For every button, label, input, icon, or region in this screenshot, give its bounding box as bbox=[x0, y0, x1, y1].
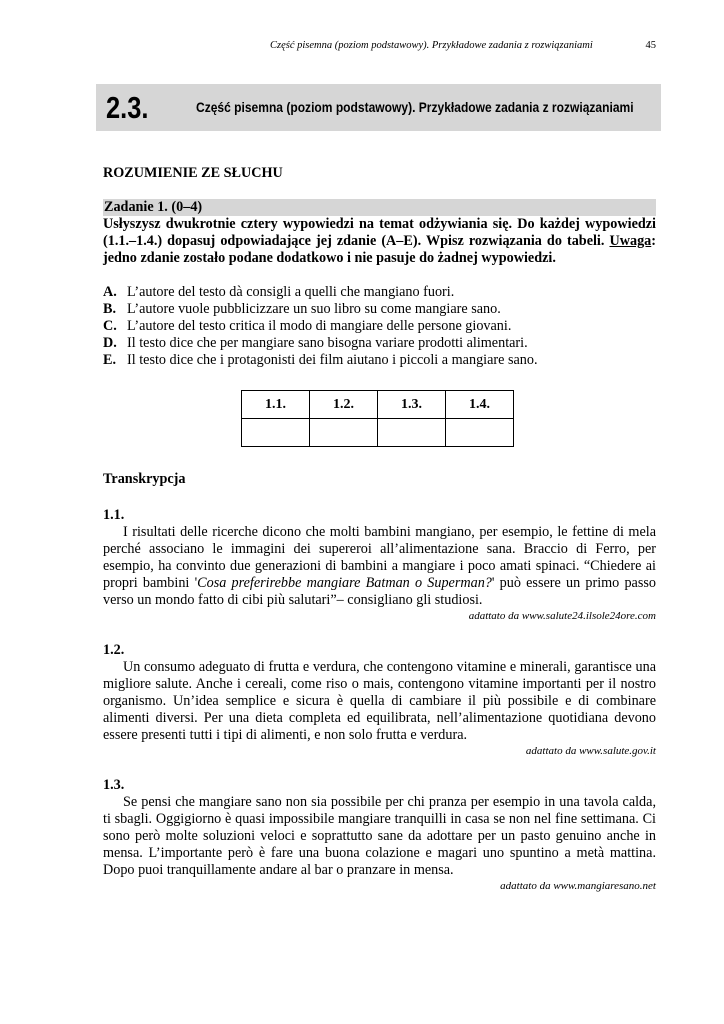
instruction-part-2: : jedno zdanie zostało podane dodatkowo i nie pasuje do żadnej wypowiedzi. bbox=[103, 233, 656, 266]
answer-cell-1-1[interactable] bbox=[242, 419, 310, 447]
option-item bbox=[103, 318, 656, 335]
answer-table-header: 1.3. bbox=[378, 391, 446, 419]
running-header bbox=[270, 40, 656, 51]
task-instructions bbox=[103, 216, 656, 267]
answer-options bbox=[103, 284, 656, 369]
option-text: L’autore del testo critica il modo di mangiare delle persone giovani. bbox=[127, 318, 512, 334]
answer-cell-1-3[interactable] bbox=[378, 419, 446, 447]
option-letter: E. bbox=[103, 352, 117, 368]
option-text: L’autore vuole pubblicizzare un suo libro su come mangiare sano. bbox=[127, 301, 501, 317]
option-item bbox=[103, 335, 656, 352]
option-item bbox=[103, 352, 656, 369]
transcript-number: 1.2. bbox=[103, 642, 125, 658]
transcript-text bbox=[103, 524, 656, 609]
section-heading: ROZUMIENIE ZE SŁUCHU bbox=[103, 165, 283, 181]
option-text: Il testo dice che i protagonisti dei film aiutano i piccoli a mangiare sano. bbox=[127, 352, 538, 368]
uwaga-label: Uwaga bbox=[609, 233, 652, 249]
task-title: Zadanie 1. (0–4) bbox=[103, 199, 656, 216]
running-title: Część pisemna (poziom podstawowy). Przykładowe zadania z rozwiązaniami bbox=[270, 40, 593, 51]
answer-table-input-row bbox=[242, 419, 514, 447]
transcript-block bbox=[103, 642, 656, 758]
answer-table-header: 1.4. bbox=[446, 391, 514, 419]
transcript-source: adattato da www.salute.gov.it bbox=[525, 745, 656, 757]
transcript-number: 1.3. bbox=[103, 777, 125, 793]
page-number: 45 bbox=[645, 40, 656, 51]
transcript-number: 1.1. bbox=[103, 507, 125, 523]
answer-cell-1-4[interactable] bbox=[446, 419, 514, 447]
transcript-text: Un consumo adeguato di frutta e verdura, che contengono vitamine e minerali, garantisce una migliore salute. Anche i cereali, come riso o mais, contengono vitamine importanti per il nostro organismo. Un’idea semplice e sicura è quella di cambiare il più possibile e di combinare alimenti diversi. Per una dieta completa ed equilibrata, nell’alimentazione quotidiana devono essere presenti tutti i tipi di alimenti, e non solo frutta e verdura. bbox=[103, 659, 656, 743]
section-title: Część pisemna (poziom podstawowy). Przykładowe zadania z rozwiązaniami bbox=[196, 99, 634, 115]
answer-cell-1-2[interactable] bbox=[310, 419, 378, 447]
option-text: Il testo dice che per mangiare sano bisogna variare prodotti alimentari. bbox=[127, 335, 528, 351]
option-letter: C. bbox=[103, 318, 117, 334]
page-content bbox=[103, 165, 656, 893]
transcript-text-after: ' può essere un primo passo verso un mondo fatto di cibi più salutari”– consigliano gli studiosi. bbox=[103, 575, 656, 608]
option-item bbox=[103, 284, 656, 301]
transcript-text: Se pensi che mangiare sano non sia possibile per chi pranza per esempio in una tavola calda, ti sbagli. Oggigiorno è quasi impossibile mangiare tranquilli in casa se non nel fine settimana. Ci sono però molte soluzioni veloci e soprattutto sane da adottare per un pasto genuino anche in mensa. L’importante però è fare una buona colazione e magari uno spuntino a metà mattina. Dopo puoi tranquillamente andare al bar o pranzare in mensa. bbox=[103, 794, 656, 878]
option-text: L’autore del testo dà consigli a quelli che mangiano fuori. bbox=[127, 284, 455, 300]
transcript-title: Transkrypcja bbox=[103, 471, 186, 487]
answer-table-header: 1.1. bbox=[242, 391, 310, 419]
transcript-text-before: I risultati delle ricerche dicono che molti bambini mangiano, per esempio, le fettine di mela perché associano le immagini dei supereroi all’alimentazione sana. Braccio di Ferro, per esempio, ha convinto due generazioni di bambini a mangiare i poco amati spinaci. “Chiedere ai propri bambini ' bbox=[103, 524, 656, 591]
transcript-text-italic: Cosa preferirebbe mangiare Batman o Superman? bbox=[197, 575, 492, 591]
answer-table-header-row bbox=[242, 391, 514, 419]
transcript-source: adattato da www.mangiaresano.net bbox=[500, 880, 656, 892]
option-letter: D. bbox=[103, 335, 117, 351]
section-header-bar bbox=[96, 84, 661, 131]
transcript-source: adattato da www.salute24.ilsole24ore.com bbox=[468, 610, 656, 622]
answer-table bbox=[241, 390, 514, 447]
transcript-block bbox=[103, 777, 656, 893]
transcript-block bbox=[103, 507, 656, 623]
option-letter: A. bbox=[103, 284, 117, 300]
instruction-part-1: Usłyszysz dwukrotnie cztery wypowiedzi na temat odżywiania się. Do każdej wypowiedzi (1.1.–1.4.) dopasuj odpowiadające jej zdanie (A–E). Wpisz rozwiązania do tabeli. bbox=[103, 216, 656, 249]
answer-table-header: 1.2. bbox=[310, 391, 378, 419]
option-letter: B. bbox=[103, 301, 117, 317]
section-number: 2.3. bbox=[106, 90, 149, 125]
option-item bbox=[103, 301, 656, 318]
